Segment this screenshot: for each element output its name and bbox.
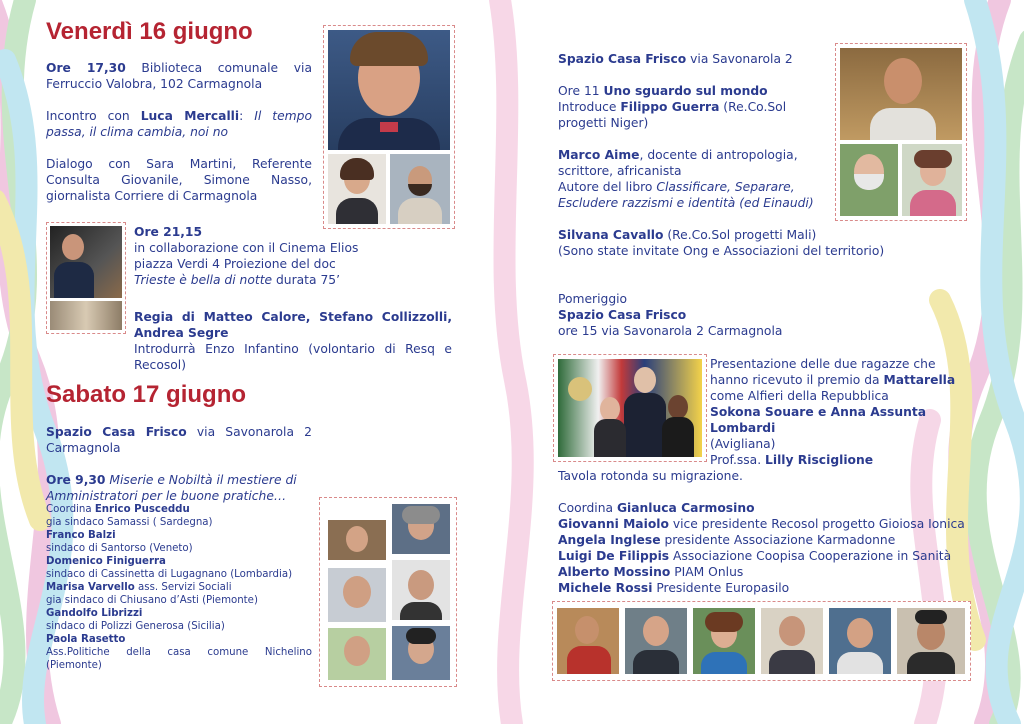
rt-panelist-name: Giovanni Maiolo (558, 517, 669, 531)
friday-photo-frame (323, 25, 455, 229)
friday-event2-intro: Introdurrà Enzo Infantino (volontario di Resq e Recosol) (134, 342, 452, 372)
guest-photo-1 (328, 154, 386, 224)
speaker-photo (328, 30, 450, 150)
friday-event2-line1: in collaborazione con il Cinema Elios (134, 241, 359, 255)
friday-heading: Venerdì 16 giugno (46, 18, 253, 45)
colon: : (239, 109, 255, 123)
panelist-role: gia sindaco di Chiusano d’Asti (Piemonte) (46, 595, 258, 606)
panelist-photo-4 (392, 560, 450, 620)
saturday-place-name: Spazio Casa Frisco (46, 425, 187, 439)
friday-event2-direction: Regia di Matteo Calore, Stefano Collizzolli, Andrea Segre (134, 310, 452, 340)
right-place-name: Spazio Casa Frisco (558, 52, 687, 66)
talk-title: Il tempo passa, il clima cambia, noi no (46, 109, 312, 139)
cavallo-block (558, 227, 918, 259)
rt-coord-prefix: Coordina (558, 501, 617, 515)
friday-event2-time: Ore 21,15 (134, 225, 203, 239)
professor-name: Lilly Risciglione (765, 453, 874, 467)
rt-panelist (558, 532, 968, 548)
saturday-place (46, 424, 312, 456)
morning-photo-frame (835, 43, 967, 221)
afternoon-label: Pomeriggio (558, 292, 628, 306)
book-prefix: Autore del libro (558, 180, 657, 194)
panelist-role: sindaco di Polizzi Generosa (Sicilia) (46, 621, 225, 632)
panelist-photo-2 (392, 504, 450, 554)
panelist-photo-3 (328, 568, 386, 622)
afternoon-block (558, 291, 858, 339)
morning-time-title (558, 83, 826, 99)
saturday-photo-frame (319, 497, 457, 687)
rt-panelist (558, 548, 968, 564)
award-line1: Presentazione delle due ragazze che (710, 357, 936, 371)
friday-event1-dialog: Dialogo con Sara Martini, Referente Consulta Giovanile, Simone Nasso, giornalista Corriere di Carmagnola (46, 157, 312, 203)
award-place: (Avigliana) (710, 437, 776, 451)
film-title: Trieste è bella di notte (134, 273, 273, 287)
panelist-entry (46, 581, 316, 594)
panelist-role: Ass.Politiche della casa comune Nichelino (Piemonte) (46, 647, 312, 671)
book-title: Classificare, Separare, Escludere razzismi e identità (ed Einaudi) (558, 180, 814, 210)
roundtable-panel (558, 500, 968, 596)
friday-event2-film (134, 272, 454, 288)
roundtable-photo-strip (552, 601, 971, 681)
friday-event2 (134, 224, 454, 288)
rt-panelist-role: presidente Associazione Karmadonne (660, 533, 896, 547)
saturday-time: Ore 9,30 (46, 473, 106, 487)
panelist-photo-1 (328, 520, 386, 560)
intro-name: Filippo Guerra (620, 100, 720, 114)
panelist-photo-5 (328, 628, 386, 680)
coordinator-role: gia sindaco Samassi ( Sardegna) (46, 517, 213, 528)
award-photo-frame (553, 354, 707, 462)
saturday-panel-list (46, 503, 316, 672)
panelist-name: Franco Balzi (46, 530, 116, 541)
panelist-name: Marisa Varvello (46, 582, 135, 593)
rt-panelist-name: Michele Rossi (558, 581, 653, 595)
panelist-name: Paola Rasetto (46, 634, 126, 645)
rt-panelist-name: Angela Inglese (558, 533, 661, 547)
morning-time: Ore 11 (558, 84, 604, 98)
coordinator (46, 503, 316, 516)
guest-photo-main (840, 48, 962, 140)
film-photo-frame (46, 222, 126, 334)
invited-note: (Sono state invitate Ong e Associazioni del territorio) (558, 244, 885, 258)
rt-panelist-name: Alberto Mossino (558, 565, 671, 579)
rt-photo-5 (829, 608, 891, 674)
friday-event2-line2: piazza Verdi 4 Proiezione del doc (134, 257, 336, 271)
rt-photo-4 (761, 608, 823, 674)
aime-name: Marco Aime (558, 148, 640, 162)
roundtable-title: Tavola rotonda su migrazione. (558, 469, 743, 483)
cavallo-role: (Re.Co.Sol progetti Mali) (663, 228, 817, 242)
panelist-role: sindaco di Cassinetta di Lugagnano (Lombardia) (46, 569, 293, 580)
rt-coord-name: Gianluca Carmosino (616, 501, 755, 515)
rt-photo-1 (557, 608, 619, 674)
panelist-photo-6 (392, 626, 450, 680)
friday-event1-title (46, 108, 312, 140)
saturday-place-address: via Savonarola 2 Carmagnola (46, 425, 312, 455)
rt-panelist-role: PIAM Onlus (670, 565, 744, 579)
rt-photo-2 (625, 608, 687, 674)
award-professor (710, 452, 980, 468)
aime-block (558, 147, 824, 211)
rt-photo-6 (897, 608, 965, 674)
morning-title: Uno sguardo sul mondo (603, 84, 768, 98)
intro-prefix: Introduce (558, 100, 621, 114)
rt-panelist (558, 564, 968, 580)
panelist-name: Domenico Finiguerra (46, 556, 166, 567)
award-president: Mattarella (883, 373, 956, 387)
award-line3: come Alfieri della Repubblica (710, 389, 889, 403)
friday-event1-time: Ore 17,30 (46, 61, 126, 75)
aime-bio (558, 147, 824, 179)
professor-prefix: Prof.ssa. (710, 453, 766, 467)
award-line2-prefix: hanno ricevuto il premio da (710, 373, 884, 387)
cavallo-name: Silvana Cavallo (558, 228, 664, 242)
friday-event1-location: Biblioteca comunale via Ferruccio Valobra, 102 Carmagnola (46, 61, 312, 91)
rt-panelist-role: Associazione Coopisa Cooperazione in Sanità (669, 549, 952, 563)
saturday-heading: Sabato 17 giugno (46, 381, 247, 408)
friday-event1-place (46, 60, 312, 92)
right-place (558, 51, 828, 67)
morning-session (558, 83, 826, 131)
rt-panelist (558, 580, 968, 596)
intro-rest: (Re.Co.Sol progetti Niger) (558, 100, 787, 130)
panelist-role: sindaco di Santorso (Veneto) (46, 543, 193, 554)
meet-prefix: Incontro con (46, 109, 141, 123)
panelist-name: Gandolfo Librizzi (46, 608, 143, 619)
aime-photo (840, 144, 898, 216)
cavallo-photo (902, 144, 962, 216)
cavallo-line (558, 227, 918, 243)
rt-photo-3 (693, 608, 755, 674)
guest-photo-2 (390, 154, 450, 224)
presenter-photo (50, 226, 122, 298)
coordinator-prefix: Coordina (46, 504, 95, 515)
award-block (710, 356, 980, 468)
panelist-name-rest: ass. Servizi Sociali (134, 582, 232, 593)
afternoon-place: Spazio Casa Frisco (558, 308, 687, 322)
rt-panelist-role: Presidente Europasilo (652, 581, 790, 595)
aime-book (558, 179, 824, 211)
saturday-title: Miserie e Nobiltà il mestiere di Amministratori per le buone pratiche… (46, 473, 297, 503)
roundtable-coordinator (558, 500, 968, 516)
saturday-session (46, 472, 316, 504)
speaker-name: Luca Mercalli (140, 109, 240, 123)
rt-panelist-name: Luigi De Filippis (558, 549, 670, 563)
award-recipients: Sokona Souare e Anna Assunta Lombardi (710, 405, 927, 435)
rt-panelist-role: vice presidente Recosol progetto Gioiosa Ionica (668, 517, 965, 531)
right-place-address: via Savonarola 2 (686, 52, 793, 66)
afternoon-time: ore 15 via Savonarola 2 Carmagnola (558, 324, 783, 338)
film-still-photo (50, 301, 122, 330)
aime-role: , docente di antropologia, scrittore, africanista (558, 148, 798, 178)
coordinator-name: Enrico Pusceddu (94, 504, 190, 515)
award-line2 (710, 372, 980, 388)
rt-panelist (558, 516, 968, 532)
film-duration: durata 75’ (272, 273, 340, 287)
award-ceremony-photo (558, 359, 702, 457)
morning-intro (558, 99, 826, 131)
